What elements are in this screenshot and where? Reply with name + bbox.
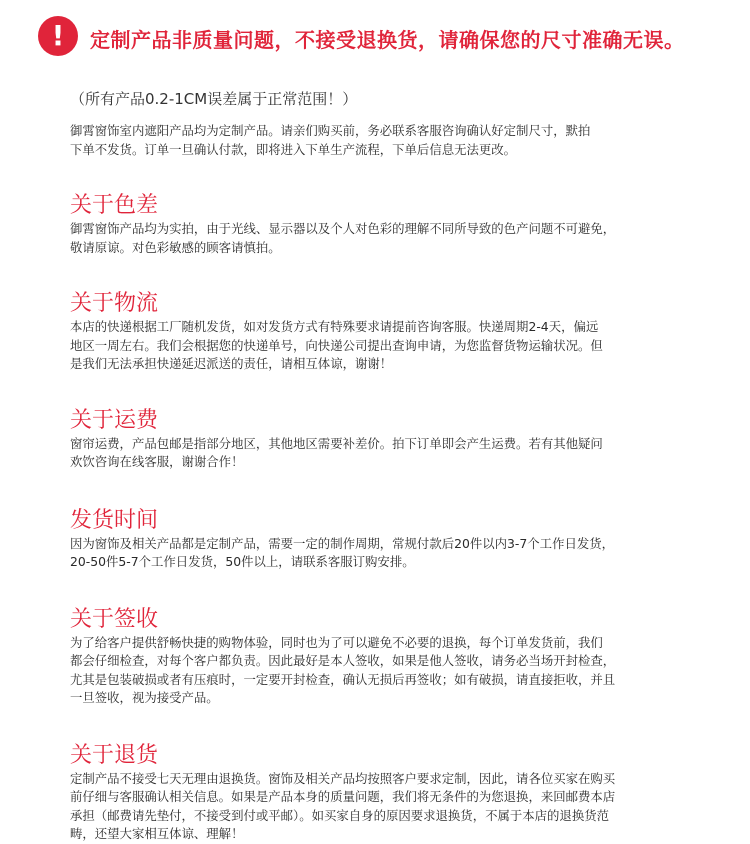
section-title: 关于物流 (70, 291, 159, 316)
section-spacer (70, 572, 690, 606)
section-shipping-fee (70, 407, 690, 472)
paragraph-line: 为了给客户提供舒畅快捷的购物体验，同时也为了可以避免不必要的退换，每个订单发货前，我们 (70, 634, 603, 650)
paragraph-line: 都会仔细检查，对每个客户都负责。因此最好是本人签收，如果是他人签收，请务必当场开封检查， (70, 653, 616, 668)
section-logistics (70, 290, 690, 374)
section-title: 关于运费 (70, 407, 159, 433)
section-title: 关于签收 (70, 606, 159, 632)
section-paragraph (70, 634, 690, 708)
section-spacer (70, 472, 690, 507)
exclamation-icon: ! (38, 16, 78, 56)
section-title: 发货时间 (70, 507, 159, 533)
paragraph-line: 御霄窗饰产品均为实拍，由于光线、显示器以及个人对色彩的理解不同所导致的色产问题不可避免， (70, 221, 616, 236)
section-paragraph (70, 220, 690, 257)
paragraph-line: 窗帘运费，产品包邮是指部分地区，其他地区需要补差价。拍下订单即会产生运费。若有其他疑问 (70, 435, 603, 451)
section-paragraph (70, 318, 690, 374)
warning-banner-text: 定制产品非质量问题，不接受退换货，请确保您的尺寸准确无误。 (90, 28, 685, 52)
paragraph-line: 承担（邮费请先垫付，不接受到付或平邮）。如买家自身的原因要求退换货，不属于本店的退换货范 (70, 807, 609, 823)
tolerance-note: （所有产品0.2-1CM误差属于正常范围！） (70, 90, 358, 108)
paragraph-line: 地区一周左右。我们会根据您的快递单号，向快递公司提出查询申请，为您监督货物运输状况。但 (70, 337, 603, 353)
section-color-difference (70, 192, 690, 257)
section-delivery-time (70, 507, 690, 572)
paragraph-line: 定制产品不接受七天无理由退换货。窗饰及相关产品均按照客户要求定制，因此，请各位买家在购买 (70, 770, 616, 786)
paragraph-line: 欢饮咨询在线客服，谢谢合作！ (70, 454, 244, 469)
paragraph-line: 前仔细与客服确认相关信息。如果是产品本身的质量问题，我们将无条件的为您退换，来回邮费本店 (70, 789, 616, 804)
policy-content (70, 88, 690, 844)
section-spacer (70, 159, 690, 192)
section-signing (70, 606, 690, 708)
section-paragraph (70, 435, 690, 472)
paragraph-line: 畴，还望大家相互体谅、理解！ (70, 826, 244, 841)
paragraph-line: 敬请原谅。对色彩敏感的顾客请慎拍。 (70, 239, 281, 255)
paragraph-line: 是我们无法承担快递延迟派送的责任，请相互体谅，谢谢！ (70, 356, 393, 371)
paragraph-line: 20-50件5-7个工作日发货，50件以上，请联系客服订购安排。 (70, 554, 415, 569)
section-spacer (70, 257, 690, 290)
paragraph-line: 一旦签收，视为接受产品。 (70, 690, 219, 705)
section-spacer (70, 374, 690, 407)
paragraph-line: 尤其是包装破损或者有压痕时，一定要开封检查，确认无损后再签收；如有破损，请直接拒收，并且 (70, 671, 616, 687)
paragraph-line: 本店的快递根据工厂随机发货，如对发货方式有特殊要求请提前咨询客服。快递周期2-4天，偏远 (70, 319, 599, 334)
section-title: 关于色差 (70, 193, 159, 218)
section-paragraph (70, 535, 690, 572)
section-spacer (70, 708, 690, 742)
intro-paragraph (70, 122, 690, 159)
warning-banner (0, 0, 750, 82)
paragraph-line: 因为窗饰及相关产品都是定制产品，需要一定的制作周期，常规付款后20件以内3-7个工作日发货， (70, 535, 615, 551)
section-paragraph (70, 770, 690, 844)
section-title: 关于退货 (70, 742, 159, 768)
intro-line: 御霄窗饰室内遮阳产品均为定制产品。请亲们购买前，务必联系客服咨询确认好定制尺寸，默拍 (70, 123, 591, 138)
section-returns (70, 742, 690, 844)
intro-line: 下单不发货。订单一旦确认付款，即将进入下单生产流程，下单后信息无法更改。 (70, 141, 517, 157)
